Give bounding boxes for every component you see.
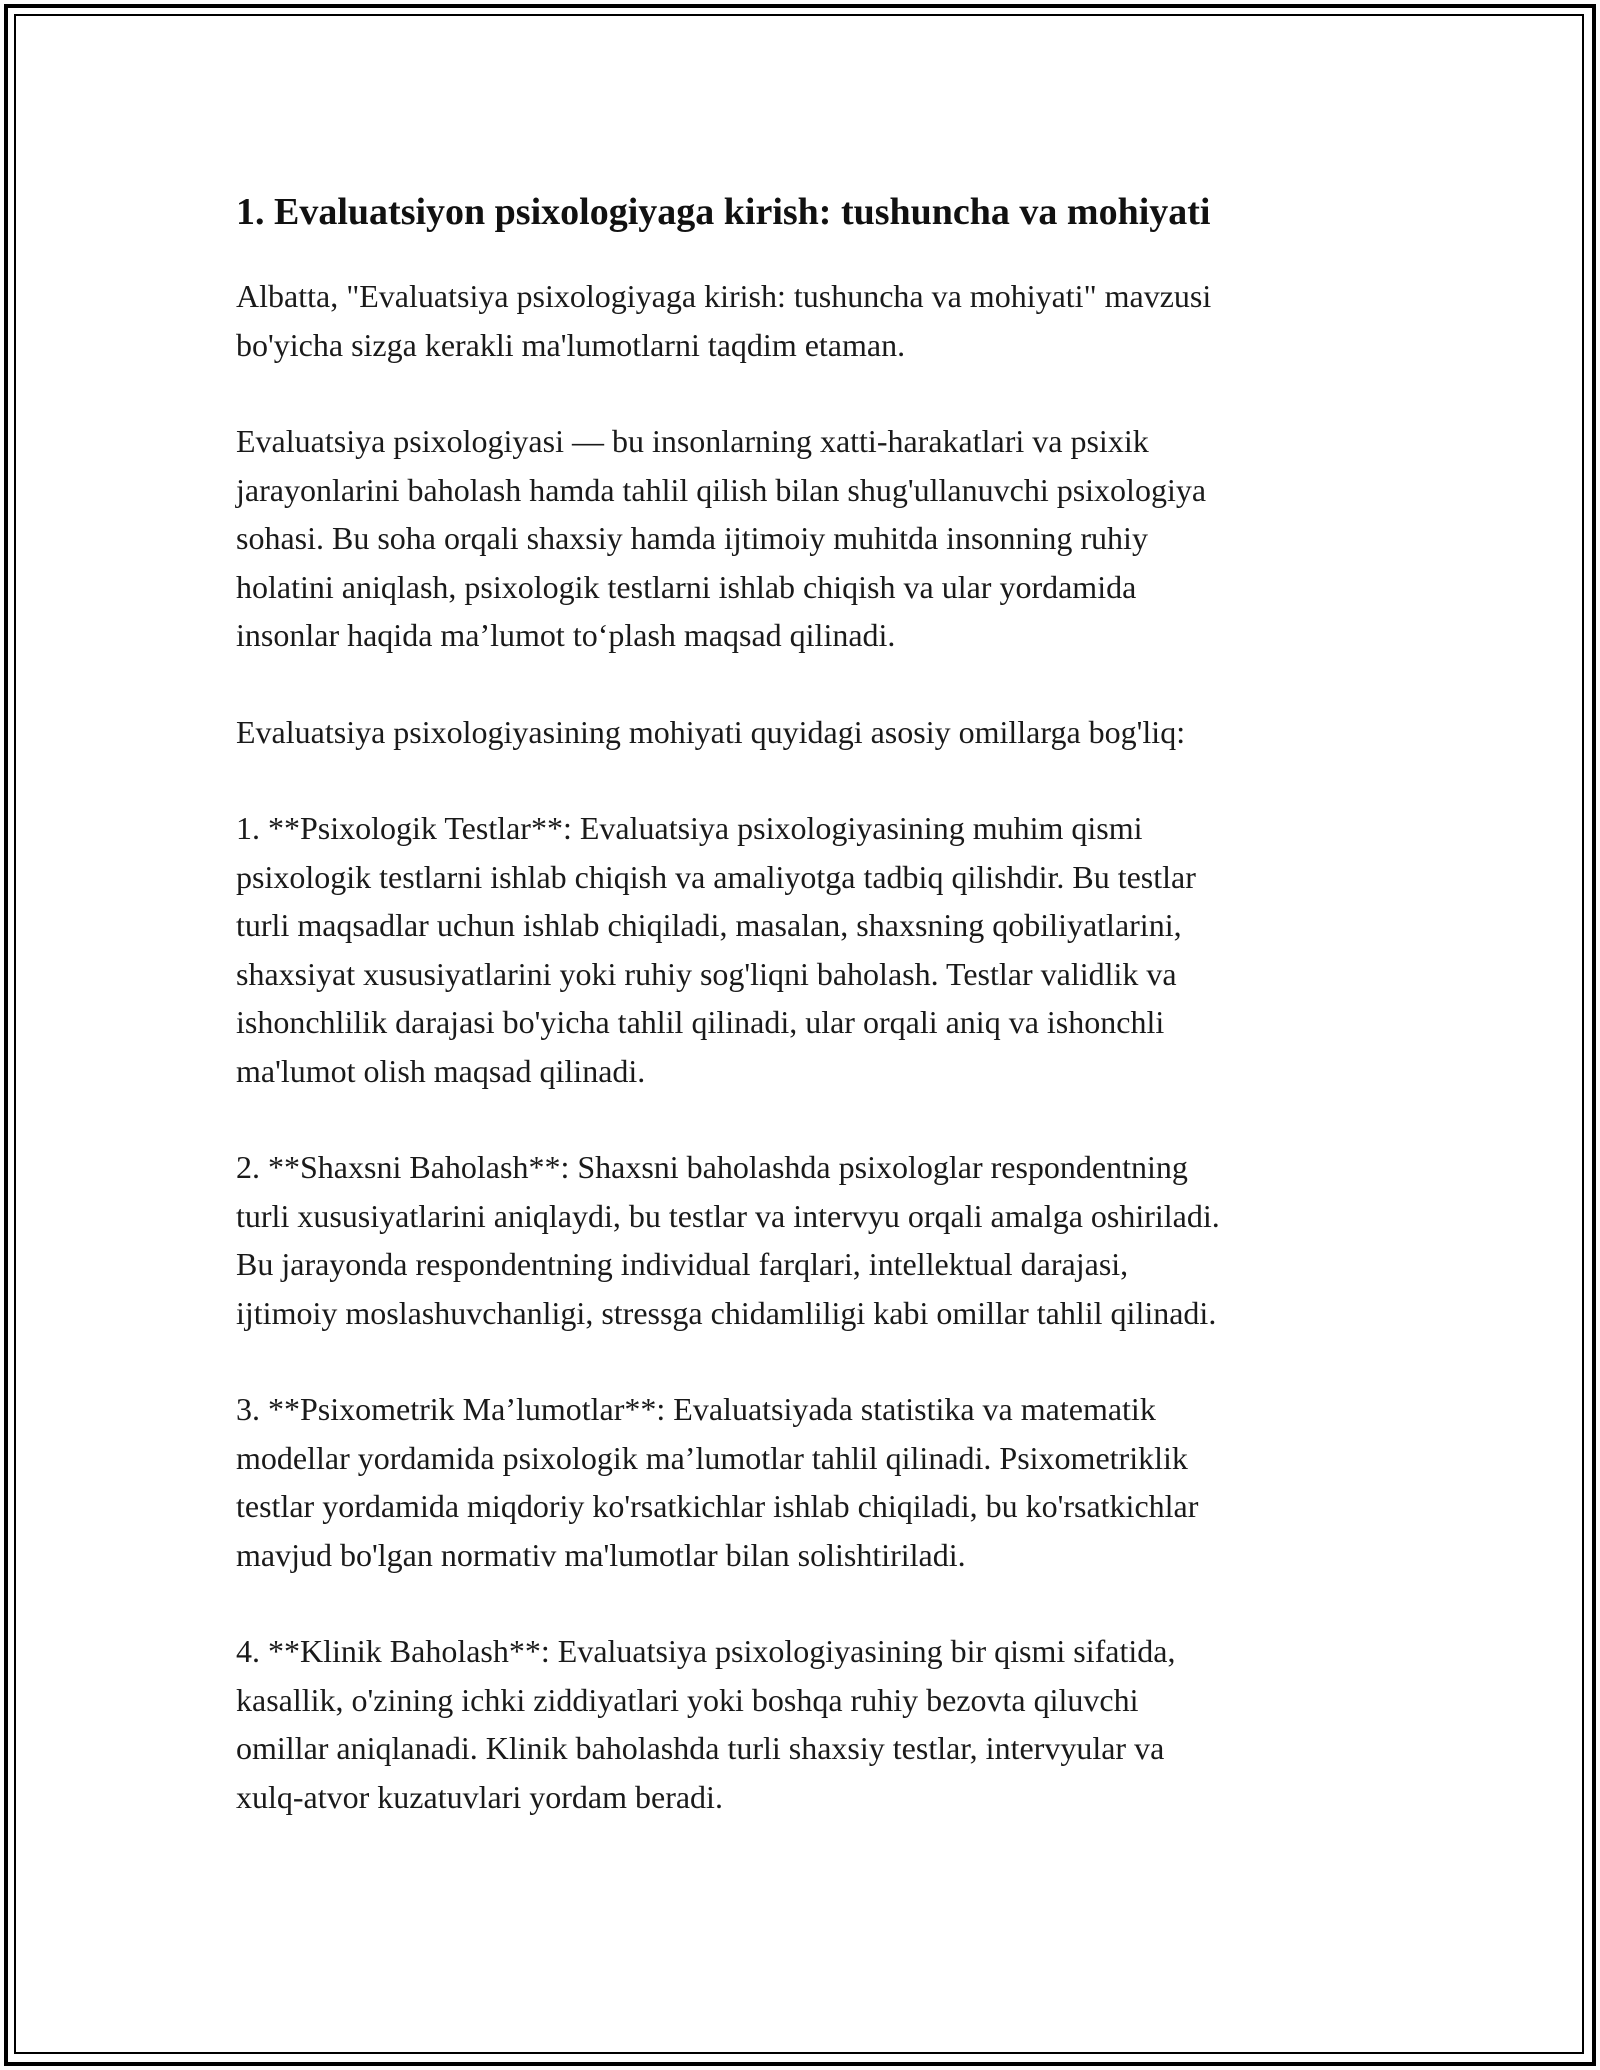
list-item-psychometric-data [236, 1385, 1366, 1579]
document-body [236, 188, 1366, 1869]
paragraph-essence-lead [236, 708, 1366, 757]
paragraph-intro [236, 272, 1366, 369]
text-line: psixologik testlarni ishlab chiqish va amaliyotga tadbiq qilishdir. Bu testlar [236, 858, 1196, 895]
text-line: insonlar haqida ma’lumot to‘plash maqsad qilinadi. [236, 617, 896, 653]
text-line: ma'lumot olish maqsad qilinadi. [236, 1052, 646, 1089]
text-line: kasallik, o'zining ichki ziddiyatlari yoki boshqa ruhiy bezovta qiluvchi [236, 1681, 1139, 1718]
text-line: 2. **Shaxsni Baholash**: Shaxsni baholashda psixologlar respondentning [236, 1149, 1188, 1185]
text-line: ishonchlilik darajasi bo'yicha tahlil qilinadi, ular orqali aniq va ishonchli [236, 1004, 1165, 1040]
text-line: shaxsiyat xususiyatlarini yoki ruhiy sog'liqni baholash. Testlar validlik va [236, 955, 1177, 992]
list-item-psychological-tests [236, 804, 1366, 1095]
paragraph-definition [236, 417, 1366, 660]
text-line: bo'yicha sizga kerakli ma'lumotlarni taqdim etaman. [236, 326, 906, 363]
text-line: Bu jarayonda respondentning individual farqlari, intellektual darajasi, [236, 1246, 1129, 1282]
text-line: modellar yordamida psixologik ma’lumotlar tahlil qilinadi. Psixometriklik [236, 1439, 1188, 1476]
text-line: jarayonlarini baholash hamda tahlil qilish bilan shug'ullanuvchi psixologiya [236, 471, 1207, 508]
text-line: testlar yordamida miqdoriy ko'rsatkichlar ishlab chiqiladi, bu ko'rsatkichlar [236, 1488, 1199, 1524]
text-line: 1. **Psixologik Testlar**: Evaluatsiya psixologiyasining muhim qismi [236, 810, 1143, 846]
text-line: sohasi. Bu soha orqali shaxsiy hamda ijtimoiy muhitda insonning ruhiy [236, 520, 1148, 556]
text-line: mavjud bo'lgan normativ ma'lumotlar bilan solishtiriladi. [236, 1536, 966, 1573]
document-title: 1. Evaluatsiyon psixologiyaga kirish: tushuncha va mohiyati [236, 191, 1211, 233]
text-line: Albatta, "Evaluatsiya psixologiyaga kirish: tushuncha va mohiyati" mavzusi [236, 278, 1212, 314]
text-line: xulq-atvor kuzatuvlari yordam beradi. [236, 1778, 723, 1815]
list-item-personality-assessment [236, 1143, 1366, 1337]
text-line: turli maqsadlar uchun ishlab chiqiladi, masalan, shaxsning qobiliyatlarini, [236, 907, 1182, 943]
text-line: ijtimoiy moslashuvchanligi, stressga chidamliligi kabi omillar tahlil qilinadi. [236, 1294, 1217, 1331]
text-line: 3. **Psixometrik Ma’lumotlar**: Evaluatsiyada statistika va matematik [236, 1391, 1156, 1427]
text-line: Evaluatsiya psixologiyasining mohiyati quyidagi asosiy omillarga bog'liq: [236, 713, 1186, 750]
text-line: holatini aniqlash, psixologik testlarni ishlab chiqish va ular yordamida [236, 568, 1137, 605]
list-item-clinical-assessment [236, 1627, 1366, 1821]
text-line: 4. **Klinik Baholash**: Evaluatsiya psixologiyasining bir qismi sifatida, [236, 1633, 1176, 1669]
text-line: turli xususiyatlarini aniqlaydi, bu testlar va intervyu orqali amalga oshiriladi. [236, 1197, 1220, 1234]
text-line: Evaluatsiya psixologiyasi — bu insonlarning xatti-harakatlari va psixik [236, 423, 1149, 459]
text-line: omillar aniqlanadi. Klinik baholashda turli shaxsiy testlar, intervyular va [236, 1730, 1165, 1766]
